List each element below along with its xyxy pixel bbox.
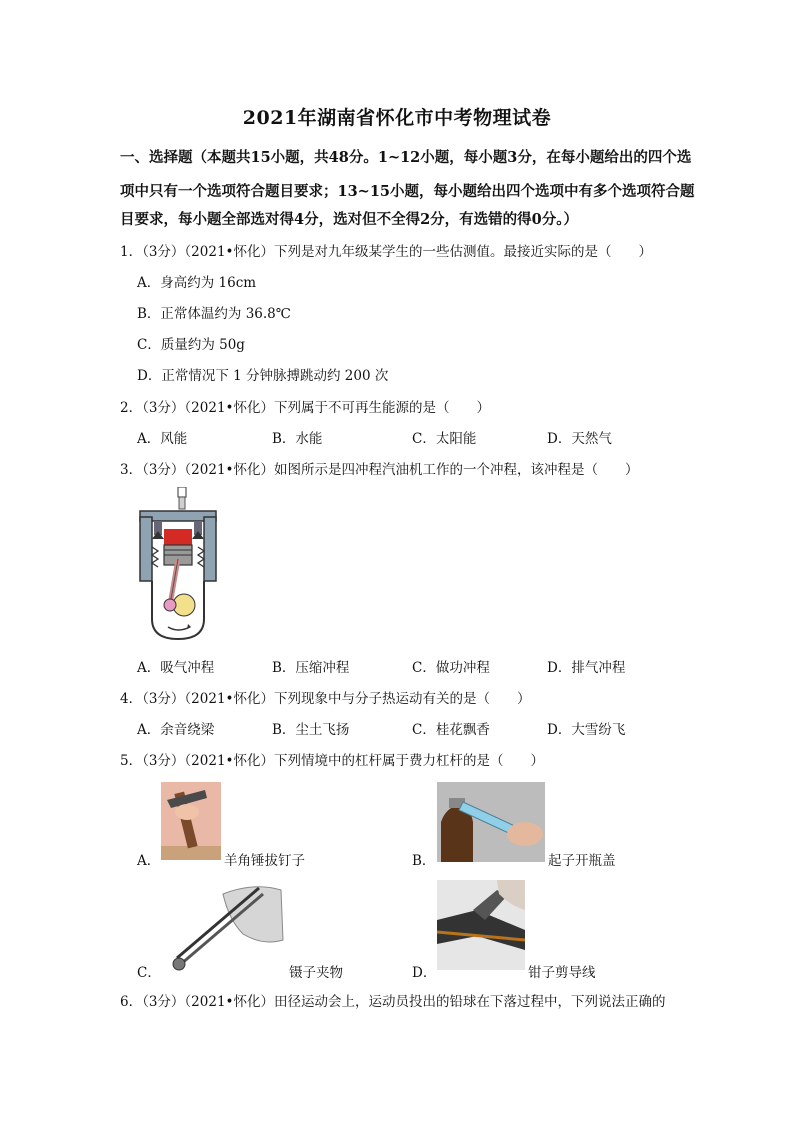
question-2-option-d: D．天然气 [547, 431, 612, 447]
question-3-stem: 3．（3分）（2021•怀化）如图所示是四冲程汽油机工作的一个冲程，该冲程是（ ） [120, 462, 639, 478]
section-instructions-line-3: 目要求，每小题全部选对得4分，选对但不全得2分，有选错的得0分。） [120, 211, 579, 228]
question-4-option-b: B．尘土飞扬 [272, 722, 350, 738]
question-3-option-c: C．做功冲程 [412, 660, 490, 676]
wire-cutter-pliers-photo [437, 880, 525, 970]
question-6-stem: 6．（3分）（2021•怀化）田径运动会上，运动员投出的铅球在下落过程中，下列说法正确的 [120, 994, 666, 1010]
question-1-stem: 1．（3分）（2021•怀化）下列是对九年级某学生的一些估测值。最接近实际的是（ ） [120, 244, 652, 260]
question-4-option-a: A．余音绕梁 [137, 722, 215, 738]
bottle-opener-photo [437, 782, 545, 862]
engine-stroke-figure [138, 487, 218, 643]
question-2-stem: 2．（3分）（2021•怀化）下列属于不可再生能源的是（ ） [120, 400, 490, 416]
question-1-option-d: D．正常情况下 1 分钟脉搏跳动约 200 次 [137, 368, 389, 384]
question-1-option-b: B．正常体温约为 36.8℃ [137, 306, 291, 322]
question-4-stem: 4．（3分）（2021•怀化）下列现象中与分子热运动有关的是（ ） [120, 691, 531, 707]
question-5-option-b-label: B． [412, 853, 436, 869]
tweezers-photo [163, 880, 285, 976]
section-instructions-line-2: 项中只有一个选项符合题目要求；13~15小题，每小题给出四个选项中有多个选项符合题 [120, 183, 695, 200]
question-5-option-d-caption: 钳子剪导线 [528, 965, 596, 981]
question-1-option-c: C．质量约为 50g [137, 337, 245, 353]
question-5-option-c-label: C． [137, 965, 161, 981]
page-title: 2021年湖南省怀化市中考物理试卷 [242, 107, 552, 129]
question-5-option-a-caption: 羊角锤拔钉子 [224, 853, 305, 869]
section-instructions-line-1: 一、选择题（本题共15小题，共48分。1~12小题，每小题3分，在每小题给出的四个选 [120, 149, 692, 166]
question-2-option-c: C．太阳能 [412, 431, 477, 447]
question-5-option-d-label: D． [412, 965, 437, 981]
question-5-option-c-caption: 镊子夹物 [289, 965, 343, 981]
question-2-option-a: A．风能 [137, 431, 188, 447]
question-2-option-b: B．水能 [272, 431, 323, 447]
question-3-option-a: A．吸气冲程 [137, 660, 215, 676]
question-5-option-b-caption: 起子开瓶盖 [548, 853, 616, 869]
question-3-option-d: D．排气冲程 [547, 660, 626, 676]
question-3-option-b: B．压缩冲程 [272, 660, 350, 676]
claw-hammer-photo [161, 782, 221, 860]
question-4-option-c: C．桂花飘香 [412, 722, 490, 738]
question-1-option-a: A．身高约为 16cm [137, 275, 257, 291]
question-5-stem: 5．（3分）（2021•怀化）下列情境中的杠杆属于费力杠杆的是（ ） [120, 753, 544, 769]
question-5-option-a-label: A． [137, 853, 161, 869]
question-4-option-d: D．大雪纷飞 [547, 722, 626, 738]
